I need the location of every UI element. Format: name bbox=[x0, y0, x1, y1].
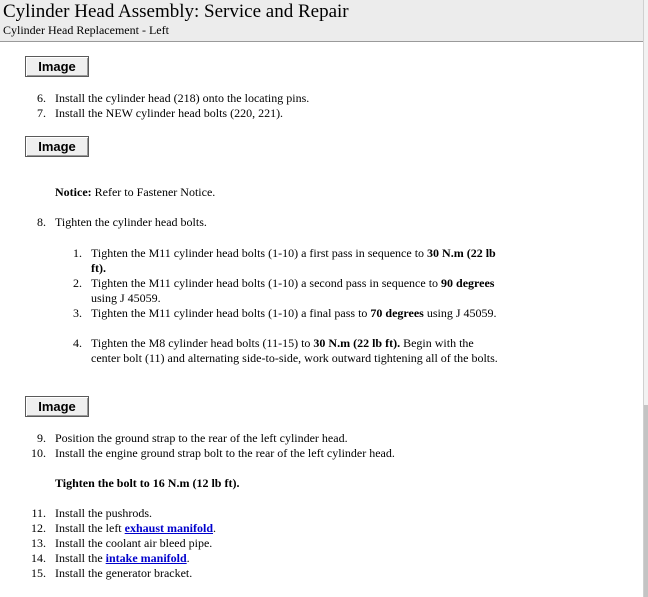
substep-text: Tighten the M8 cylinder head bolts (11-15) to bbox=[91, 336, 314, 350]
step-number: 15. bbox=[31, 566, 46, 580]
step-text: Install the engine ground strap bolt to the rear of the left cylinder head. bbox=[55, 446, 395, 460]
step-number: 7. bbox=[37, 106, 46, 120]
notice-text: Refer to Fastener Notice. bbox=[91, 185, 216, 199]
step-text: Install the pushrods. bbox=[55, 506, 152, 520]
substep-value: 30 N.m (22 lb ft). bbox=[313, 336, 401, 350]
step-number: 14. bbox=[31, 551, 46, 565]
substep-item bbox=[73, 336, 506, 366]
substep-number: 2. bbox=[73, 276, 82, 290]
substep-item bbox=[73, 276, 506, 306]
step-number: 13. bbox=[31, 536, 46, 550]
torque-note bbox=[55, 476, 239, 491]
step-text: Position the ground strap to the rear of the left cylinder head. bbox=[55, 431, 348, 445]
step-number: 11. bbox=[31, 506, 46, 520]
step-text: Install the cylinder head (218) onto the locating pins. bbox=[55, 91, 310, 105]
substep-text: Tighten the M11 cylinder head bolts (1-10) a final pass to bbox=[91, 306, 371, 320]
notice bbox=[55, 185, 215, 200]
image-button[interactable]: Image bbox=[25, 56, 89, 77]
image-button[interactable]: Image bbox=[25, 396, 89, 417]
substep-text: Tighten the M11 cylinder head bolts (1-10) a first pass in sequence to bbox=[91, 246, 428, 260]
step-text: Install the NEW cylinder head bolts (220, 221). bbox=[55, 106, 284, 120]
step-number: 9. bbox=[37, 431, 46, 445]
substep-value: 30 N.m (22 lb ft). bbox=[91, 246, 496, 275]
step-number: 6. bbox=[37, 91, 46, 105]
substep-value: 90 degrees bbox=[441, 276, 495, 290]
document-header bbox=[0, 0, 644, 42]
scrollbar-thumb[interactable] bbox=[644, 405, 648, 597]
page-subtitle: Cylinder Head Replacement - Left bbox=[3, 23, 169, 37]
step-text: Install the coolant air bleed pipe. bbox=[55, 536, 213, 550]
intake-manifold-link[interactable]: intake manifold bbox=[105, 551, 187, 565]
substep-number: 1. bbox=[73, 246, 82, 260]
image-button[interactable]: Image bbox=[25, 136, 89, 157]
step-text: Install the intake manifold. bbox=[55, 551, 190, 565]
substep-number: 3. bbox=[73, 306, 82, 320]
substep-item bbox=[73, 246, 506, 276]
notice-label: Notice: bbox=[55, 185, 92, 199]
step-number: 12. bbox=[31, 521, 46, 535]
exhaust-manifold-link[interactable]: exhaust manifold bbox=[124, 521, 214, 535]
step-number: 10. bbox=[31, 446, 46, 460]
substep-value: 70 degrees bbox=[370, 306, 424, 320]
page-title: Cylinder Head Assembly: Service and Repair bbox=[3, 1, 349, 22]
substep-text: Begin with the center bolt (11) and alternating side-to-side, work outward tightening all of the bolts. bbox=[91, 336, 498, 365]
step-text: Tighten the cylinder head bolts. bbox=[55, 215, 207, 229]
substep-number: 4. bbox=[73, 336, 82, 350]
torque-note-text: Tighten the bolt to 16 N.m (12 lb ft). bbox=[55, 476, 240, 490]
substep-item bbox=[73, 306, 506, 321]
substep-text: Tighten the M11 cylinder head bolts (1-10) a second pass in sequence to bbox=[91, 276, 442, 290]
step-text: Install the generator bracket. bbox=[55, 566, 193, 580]
step-text: Install the left exhaust manifold. bbox=[55, 521, 217, 535]
step-number: 8. bbox=[37, 215, 46, 229]
substep-text: using J 45059. bbox=[91, 291, 161, 305]
substep-text: using J 45059. bbox=[423, 306, 497, 320]
